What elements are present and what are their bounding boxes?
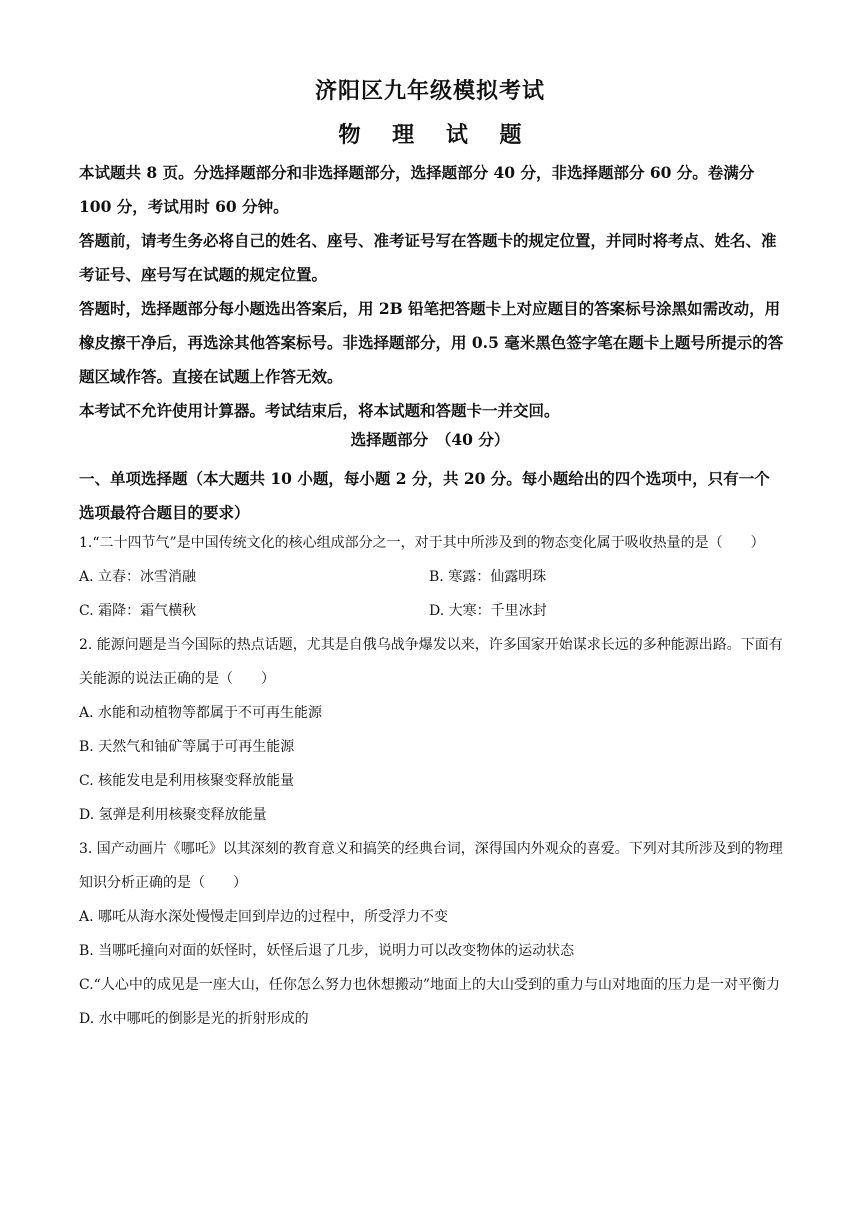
- question-2: [79, 628, 785, 832]
- option-d: D. 水中哪吒的倒影是光的折射形成的: [79, 1011, 309, 1027]
- option-c: C. 霜降：霜气横秋: [79, 603, 197, 619]
- section-title: 选择题部分 （40 分）: [350, 430, 510, 449]
- option-c: C. 核能发电是利用核聚变释放能量: [79, 773, 295, 789]
- question-1: [79, 526, 785, 628]
- question-stem: 2. 能源问题是当今国际的热点话题，尤其是自俄乌战争爆发以来，许多国家开始谋求长远的多种能源出路。下面有关能源的说法正确的是（ ）: [79, 637, 783, 687]
- option-b: B. 寒露：仙露明珠: [429, 569, 547, 585]
- instruction-item: 本考试不允许使用计算器。考试结束后，将本试题和答题卡一并交回。: [79, 401, 560, 420]
- option-a: A. 水能和动植物等都属于不可再生能源: [79, 705, 323, 721]
- instruction-item: 答题时，选择题部分每小题选出答案后，用 2B 铅笔把答题卡上对应题目的答案标号涂黑如需改动，用橡皮擦干净后，再选涂其他答案标号。非选择题部分，用 0.5 毫米黑色签字笔在题卡上题号所提示的答题区域作答。直接在试题上作答无效。: [79, 299, 784, 386]
- option-row: [79, 560, 785, 594]
- option-b: B. 当哪吒撞向对面的妖怪时，妖怪后退了几步，说明力可以改变物体的运动状态: [79, 943, 575, 959]
- question-list: [79, 526, 785, 1036]
- question-stem: 1.“二十四节气”是中国传统文化的核心组成部分之一，对于其中所涉及到的物态变化属于吸收热量的是（ ）: [79, 535, 765, 551]
- option-a: A. 哪吒从海水深处慢慢走回到岸边的过程中，所受浮力不变: [79, 909, 449, 925]
- option-d: D. 大寒：千里冰封: [429, 603, 547, 619]
- option-d: D. 氢弹是利用核聚变释放能量: [79, 807, 267, 823]
- instruction-item: 本试题共 8 页。分选择题部分和非选择题部分，选择题部分 40 分，非选择题部分 60 分。卷满分 100 分，考试用时 60 分钟。: [79, 163, 755, 216]
- instructions: [79, 156, 785, 428]
- part-title: 一、单项选择题（本大题共 10 小题，每小题 2 分，共 20 分。每小题给出的四个选项中，只有一个选项最符合题目的要求）: [79, 469, 770, 522]
- exam-title: 济阳区九年级模拟考试: [314, 78, 545, 104]
- exam-subject: 物 理 试 题: [338, 122, 534, 148]
- option-row: [79, 594, 785, 628]
- question-3: [79, 832, 785, 1036]
- option-c: C.“人心中的成见是一座大山，任你怎么努力也休想搬动”地面上的大山受到的重力与山对地面的压力是一对平衡力: [79, 977, 780, 993]
- option-b: B. 天然气和铀矿等属于可再生能源: [79, 739, 295, 755]
- instruction-item: 答题前，请考生务必将自己的姓名、座号、准考证号写在答题卡的规定位置，并同时将考点、姓名、准考证号、座号写在试题的规定位置。: [79, 231, 777, 284]
- question-stem: 3. 国产动画片《哪吒》以其深刻的教育意义和搞笑的经典台词，深得国内外观众的喜爱。下列对其所涉及到的物理知识分析正确的是（ ）: [79, 841, 783, 891]
- option-a: A. 立春：冰雪消融: [79, 569, 197, 585]
